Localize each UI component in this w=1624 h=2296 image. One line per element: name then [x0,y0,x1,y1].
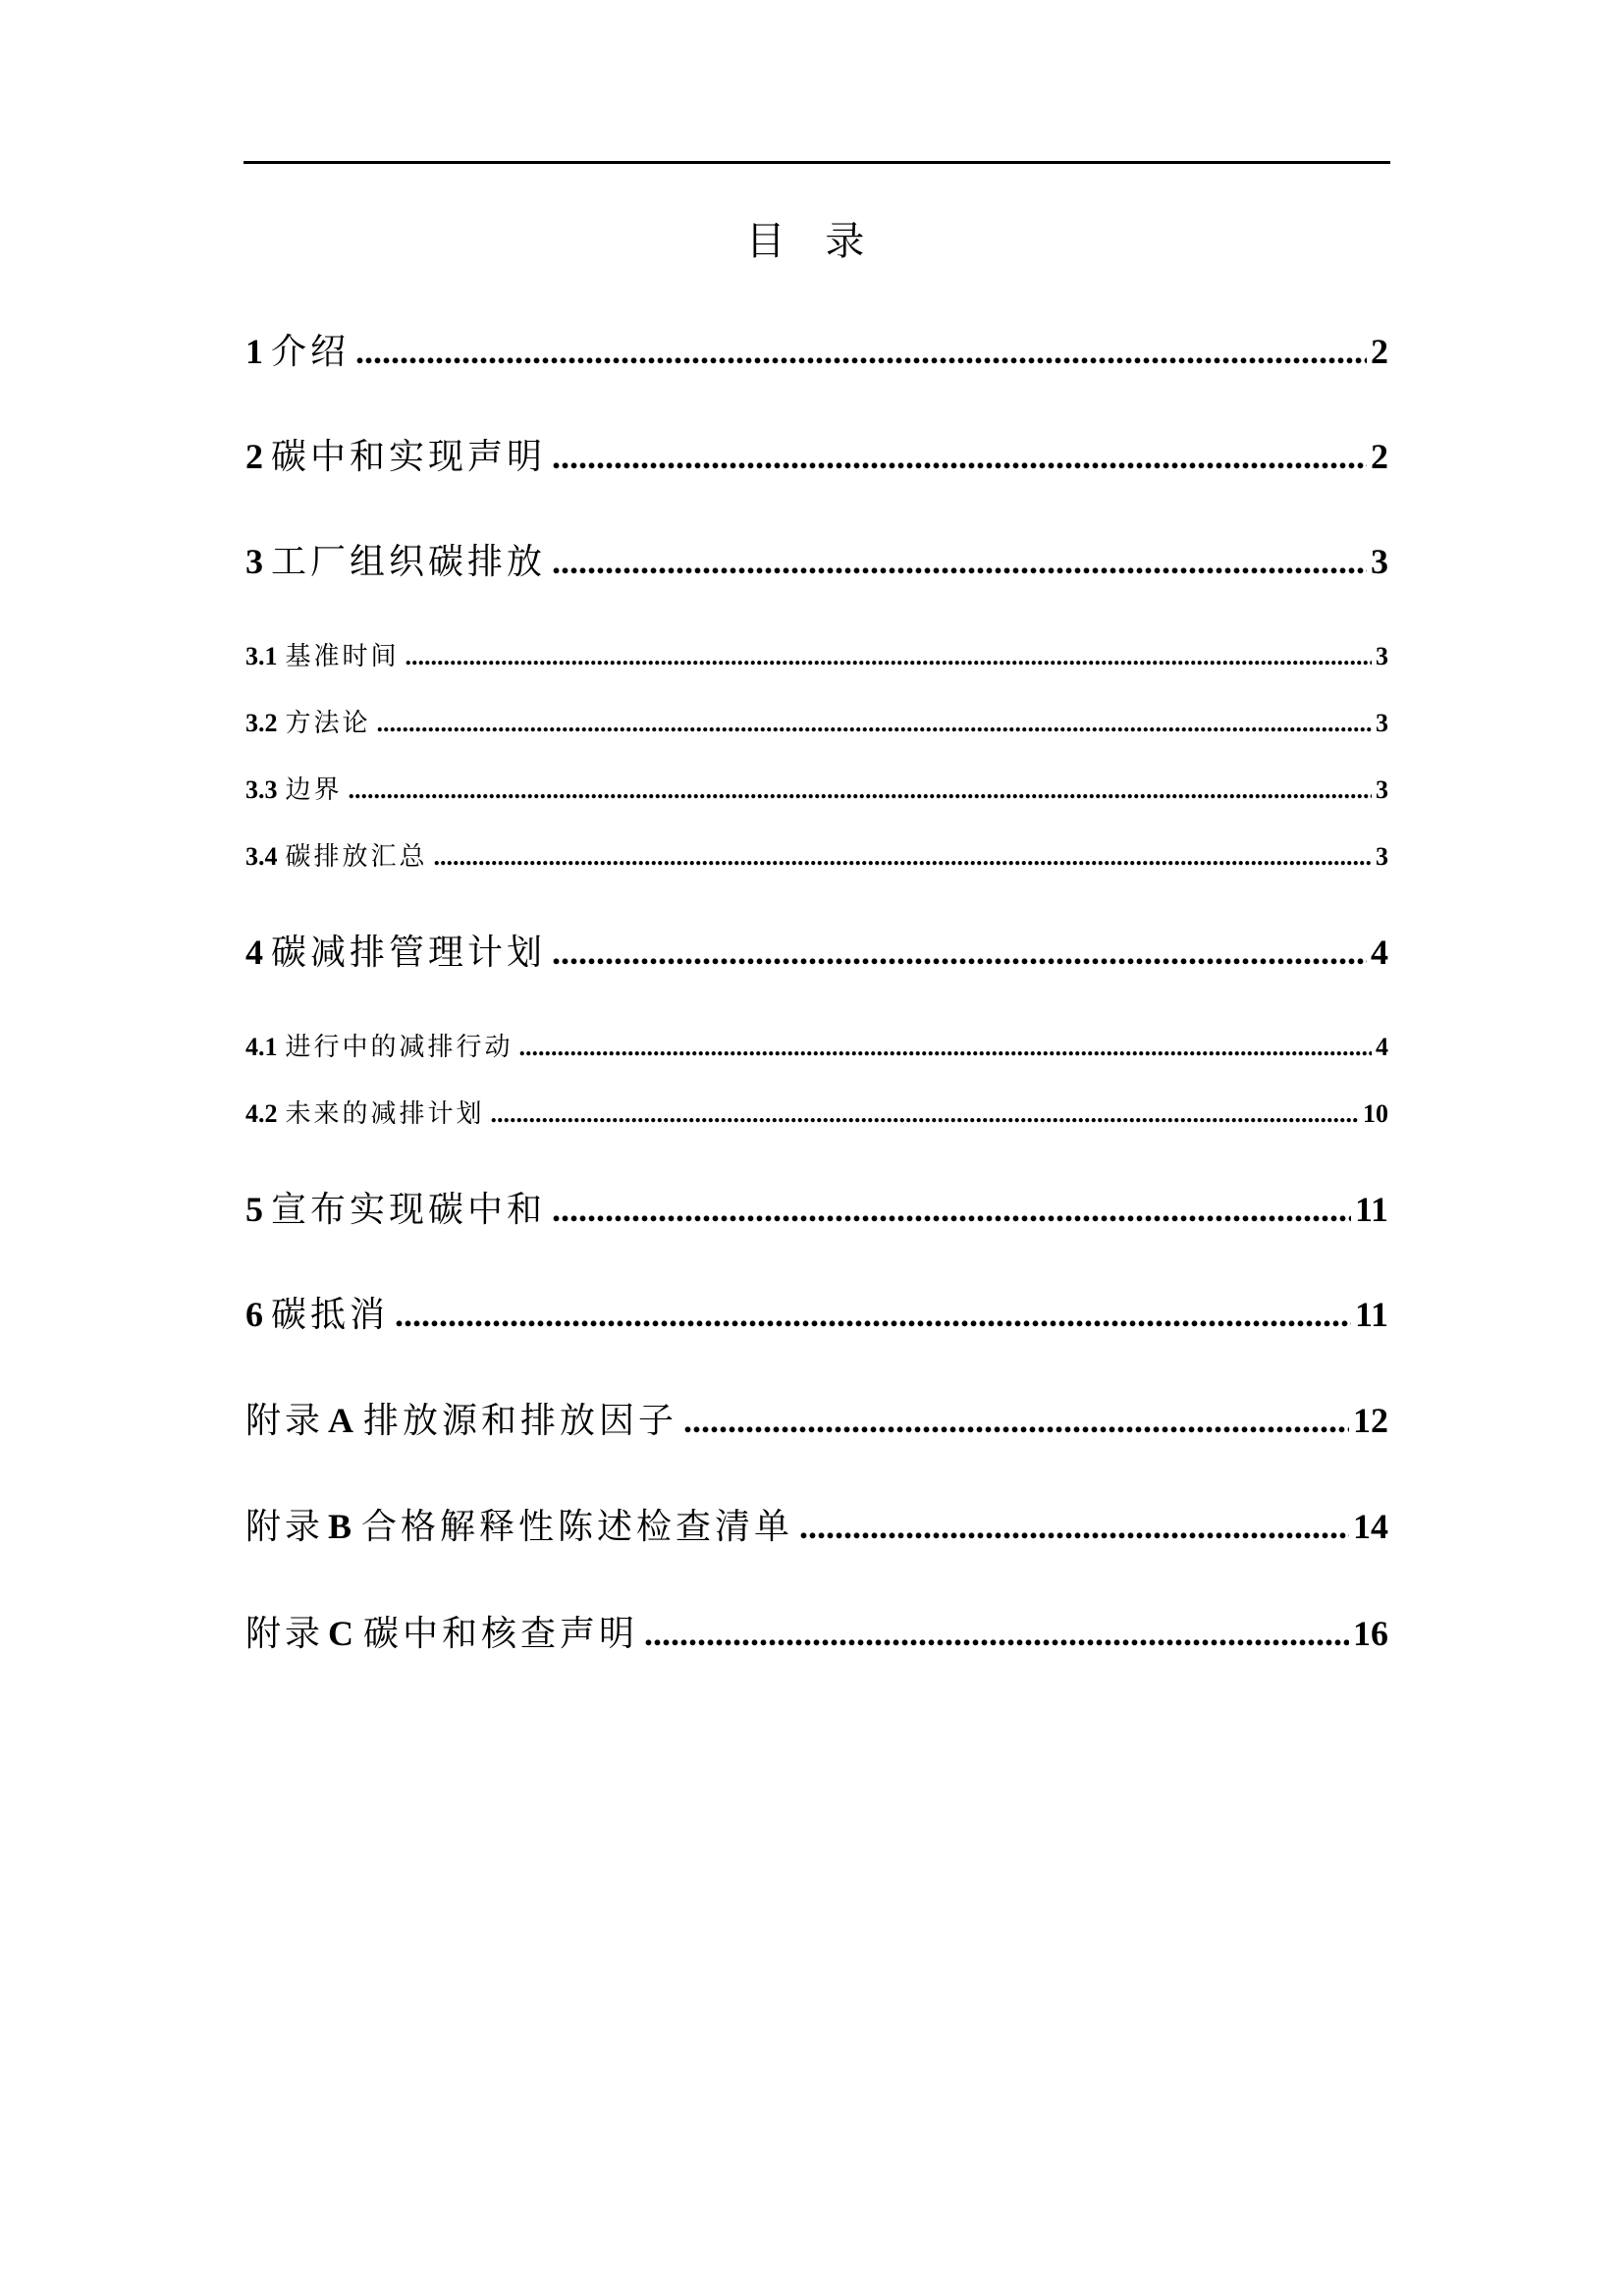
entry-label: 进行中的减排行动 [285,1033,514,1062]
entry-page: 4 [1371,933,1388,972]
entry-label: 合格解释性陈述检查清单 [361,1507,794,1547]
entry-label: 碳排放汇总 [285,842,428,872]
entry-page: 11 [1354,1295,1388,1334]
entry-page: 3 [1371,542,1388,581]
entry-page: 10 [1363,1099,1388,1128]
dot-leader [491,1096,1359,1132]
entry-label: 边界 [285,775,343,805]
entry-page: 3 [1376,775,1388,804]
entry-label: 介绍 [271,332,351,372]
toc-entry-3-3[interactable] [245,773,1388,808]
entry-page: 12 [1353,1401,1388,1440]
toc-entry-5[interactable] [245,1186,1388,1234]
entry-label: 碳中和实现声明 [271,437,547,477]
toc-entry-4-2[interactable] [245,1096,1388,1132]
dot-leader [552,929,1367,976]
header-rule [244,161,1390,164]
toc-title: 目 录 [745,219,879,264]
entry-label: 碳抵消 [271,1295,390,1335]
appendix-prefix: 附录 [245,1401,325,1441]
dot-leader [377,706,1372,741]
toc-entry-3[interactable] [245,538,1388,586]
appendix-prefix: 附录 [245,1507,325,1547]
entry-page: 16 [1353,1614,1388,1653]
entry-page: 4 [1376,1033,1388,1061]
toc-entry-6[interactable] [245,1291,1388,1339]
entry-number: 3.4 [245,842,278,871]
entry-page: 3 [1376,842,1388,871]
entry-number: 2 [245,437,263,476]
dot-leader [552,433,1367,480]
toc-entry-4-1[interactable] [245,1030,1388,1065]
entry-number: 1 [245,332,263,371]
toc-entry-1[interactable] [245,328,1388,376]
entry-number: 6 [245,1295,263,1334]
appendix-letter: B [328,1507,352,1546]
entry-number: 3 [245,542,263,581]
dot-leader [519,1030,1372,1065]
entry-label: 碳中和核查声明 [363,1614,639,1654]
dot-leader [355,328,1367,375]
entry-label: 排放源和排放因子 [363,1401,678,1441]
dot-leader [683,1397,1349,1444]
appendix-letter: A [328,1401,354,1440]
dot-leader [552,538,1367,585]
toc-entry-appendix-b[interactable] [245,1503,1388,1551]
entry-number: 3.3 [245,775,278,804]
dot-leader [552,1186,1351,1233]
entry-label: 基准时间 [285,642,400,671]
entry-page: 14 [1353,1507,1388,1546]
dot-leader [799,1503,1349,1550]
entry-label: 碳减排管理计划 [271,933,547,973]
dot-leader [644,1610,1349,1657]
toc-entry-3-1[interactable] [245,639,1388,674]
toc-entry-2[interactable] [245,433,1388,481]
entry-label: 未来的减排计划 [285,1099,485,1129]
dot-leader [434,839,1372,875]
entry-page: 2 [1371,437,1388,476]
appendix-letter: C [328,1614,354,1653]
toc-entry-appendix-c[interactable] [245,1610,1388,1658]
toc-entry-3-4[interactable] [245,839,1388,875]
entry-page: 2 [1371,332,1388,371]
entry-label: 方法论 [285,709,371,738]
entry-number: 3.1 [245,642,278,670]
entry-label: 工厂组织碳排放 [271,542,547,582]
entry-page: 3 [1376,709,1388,737]
entry-label: 宣布实现碳中和 [271,1190,547,1230]
entry-number: 4.1 [245,1033,278,1061]
entry-page: 3 [1376,642,1388,670]
dot-leader [406,639,1372,674]
toc-entry-4[interactable] [245,929,1388,977]
appendix-prefix: 附录 [245,1614,325,1654]
entry-number: 3.2 [245,709,278,737]
entry-page: 11 [1354,1190,1388,1229]
dot-leader [395,1291,1351,1338]
toc-entry-appendix-a[interactable] [245,1397,1388,1445]
entry-number: 4.2 [245,1099,278,1128]
entry-number: 4 [245,933,263,972]
dot-leader [349,773,1372,808]
entry-number: 5 [245,1190,263,1229]
toc-entry-3-2[interactable] [245,706,1388,741]
